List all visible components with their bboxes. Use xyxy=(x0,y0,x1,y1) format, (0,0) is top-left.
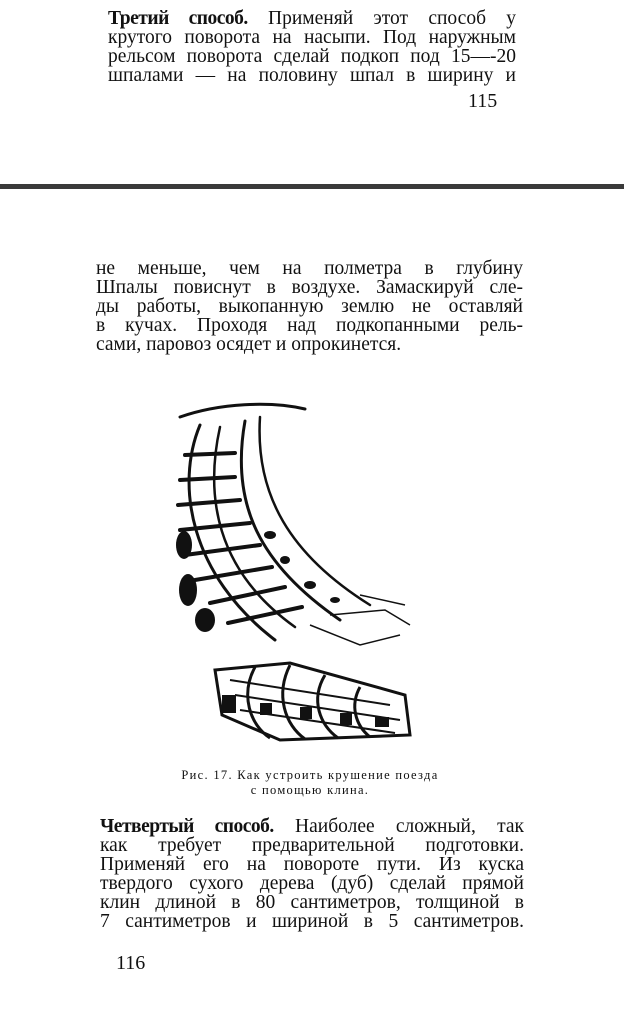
text-line: сами, паровоз осядет и опрокинется. xyxy=(96,334,402,355)
text-line: Четвертый способ. Наиболее сложный, так xyxy=(100,816,524,837)
text-line: Шпалы повиснут в воздухе. Замаскируй сле- xyxy=(96,277,523,298)
text-line: Третий способ. Применяй этот способ у xyxy=(108,8,517,29)
text-line: твердого сухого дерева (дуб) сделай прямой xyxy=(100,873,524,894)
text-line: рельсом поворота сделай подкоп под 15—-20 xyxy=(108,46,516,67)
text-line: 7 сантиметров и шириной в 5 сантиметров. xyxy=(100,911,524,932)
page-divider xyxy=(0,184,624,189)
section-lead: Четвертый способ. xyxy=(100,816,274,837)
page-number: 115 xyxy=(468,90,498,112)
bottom-page-paragraph-2 xyxy=(100,817,524,931)
text-line: ды работы, выкопанную землю не оставляй xyxy=(96,296,523,317)
text-line: не меньше, чем на полметра в глубину xyxy=(96,258,523,279)
caption-line: Рис. 17. Как устроить крушение поезда xyxy=(181,768,439,782)
section-lead: Третий способ. xyxy=(108,8,248,29)
text-line: крутого поворота на насыпи. Под наружным xyxy=(108,27,516,48)
derailment-illustration xyxy=(160,395,440,755)
figure-caption xyxy=(120,768,500,798)
top-page-paragraph xyxy=(108,9,516,85)
text-line: в кучах. Проходя над подкопанными рель- xyxy=(96,315,523,336)
text-line: Применяй его на повороте пути. Из куска xyxy=(100,854,524,875)
page-number: 116 xyxy=(116,952,146,974)
caption-line: с помощью клина. xyxy=(250,783,370,797)
text-line: шпалами — на половину шпал в ширину и xyxy=(108,65,516,86)
text-line: клин длиной в 80 сантиметров, толщиной в xyxy=(100,892,524,913)
text-line: как требует предварительной подготовки. xyxy=(100,835,524,856)
bottom-page-paragraph xyxy=(96,259,523,354)
